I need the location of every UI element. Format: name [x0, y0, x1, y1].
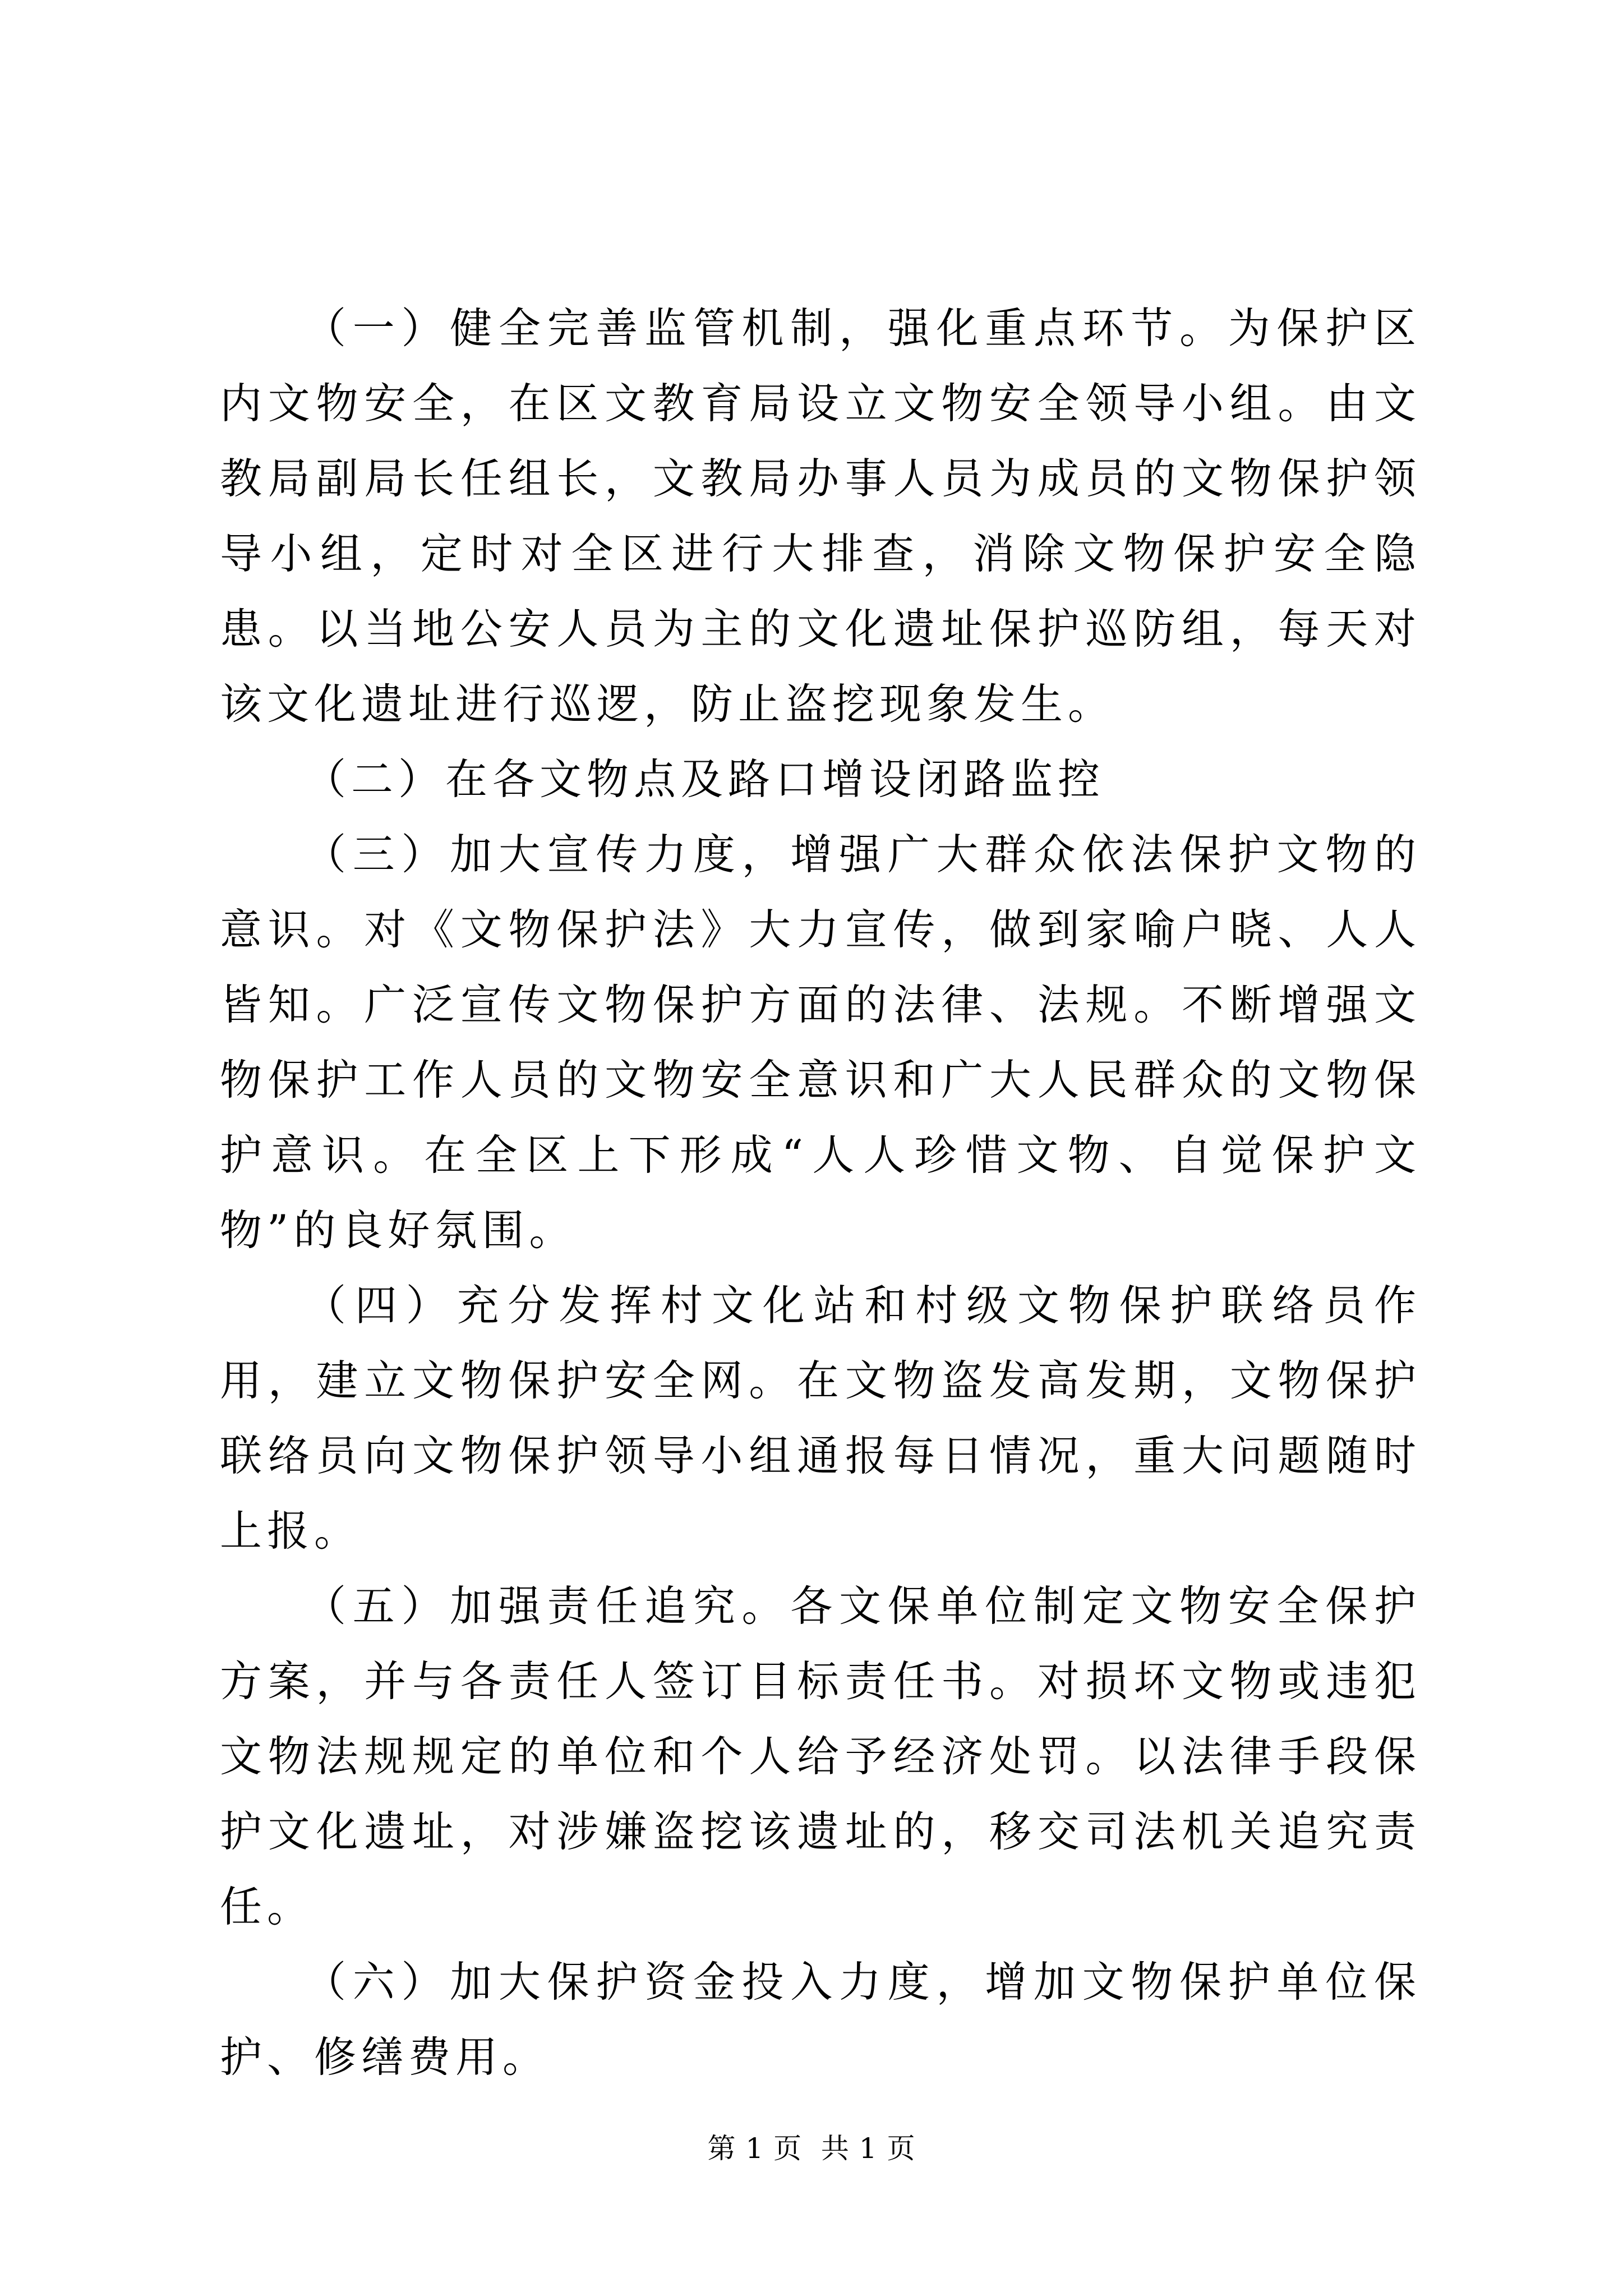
paragraph-3: （三）加大宣传力度，增强广大群众依法保护文物的意识。对《文物保护法》大力宣传，做到家喻户晓、人人皆知。广泛宣传文物保护方面的法律、法规。不断增强文物保护工作人员的文物安全意识和广大人民群众的文物保护意识。在全区上下形成“人人珍惜文物、自觉保护文物”的良好氛围。 — [220, 830, 1421, 1255]
paragraph-5: （五）加强责任追究。各文保单位制定文物安全保护方案，并与各责任人签订目标责任书。对损坏文物或违犯文物法规规定的单位和个人给予经济处罚。以法律手段保护文化遗址，对涉嫌盗挖该遗址的，移交司法机关追究责任。 — [220, 1581, 1421, 1931]
paragraph-4: （四）充分发挥村文化站和村级文物保护联络员作用，建立文物保护安全网。在文物盗发高发期，文物保护联络员向文物保护领导小组通报每日情况，重大问题随时上报。 — [220, 1281, 1421, 1556]
paragraph-6: （六）加大保护资金投入力度，增加文物保护单位保护、修缮费用。 — [220, 1957, 1421, 2082]
paragraph-1: （一）健全完善监管机制，强化重点环节。为保护区内文物安全，在区文教育局设立文物安全领导小组。由文教局副局长任组长，文教局办事人员为成员的文物保护领导小组，定时对全区进行大排查，消除文物保护安全隐患。以当地公安人员为主的文化遗址保护巡防组，每天对该文化遗址进行巡逻，防止盗挖现象发生。 — [220, 303, 1421, 729]
paragraph-2: （二）在各文物点及路口增设闭路监控 — [304, 754, 1105, 804]
page-number-label: 第 1 页 共 1 页 — [707, 2132, 916, 2165]
document-body — [220, 291, 1421, 2095]
page-footer — [0, 2132, 1623, 2165]
